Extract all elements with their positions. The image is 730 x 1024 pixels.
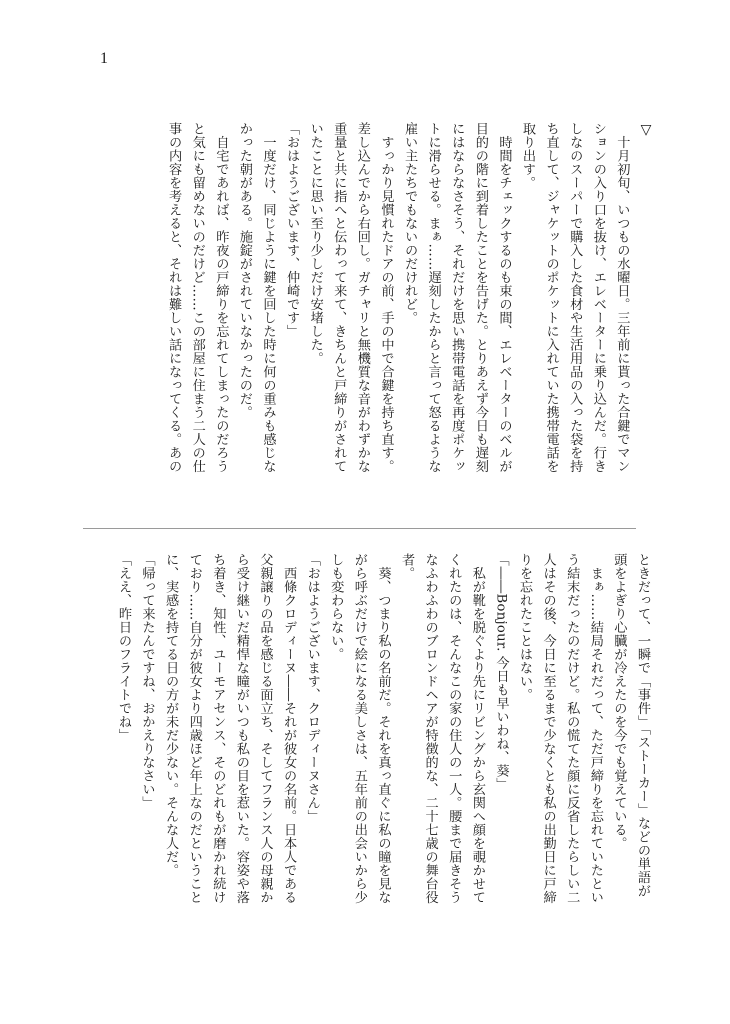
text-line: すっかり見慣れたドアの前、手の中で合鍵を持ち直す。	[378, 122, 394, 473]
text-line: 重量と共に指へと伝わって来て、きちんと戸締りがされて	[331, 122, 347, 473]
text-line: 「おはようございます、仲崎です」	[284, 122, 300, 338]
text-line: 「帰って来たんですね、おかえりなさい」	[139, 553, 155, 810]
text-line: にはならなさそう、それだけを思い携帯電話を再度ポケッ	[449, 122, 465, 473]
text-line: ションの入り口を抜け、エレベーターに乗り込んだ。行き	[590, 122, 606, 473]
text-line: 頭をよぎり心臓が冷えたのを今でも覚えている。	[611, 553, 627, 850]
text-line: に、実感を持てる日の方が未だ少ない。そんな人だ。	[163, 553, 179, 877]
text-line: いたことに思い至り少しだけ安堵した。	[307, 122, 323, 365]
text-line: 西條クロディーヌ――それが彼女の名前。日本人である	[281, 553, 297, 904]
text-line: 自宅であれば、昨夜の戸締りを忘れてしまったのだろう	[213, 122, 229, 473]
text-line: と気にも留めないのだけど……この部屋に住まう二人の仕	[189, 122, 205, 473]
text-line: ており……自分が彼女より四歳ほど年上なのだということ	[186, 553, 202, 904]
text-line: 取り出す。	[520, 122, 536, 190]
text-line: しなのスーパーで購入した食材や生活用品の入った袋を持	[567, 122, 583, 473]
text-line: 「――Bonjour. 今日も早いわね、葵」	[493, 553, 509, 792]
text-line: 事の内容を考えると、それは難しい話になってくる。あの	[166, 122, 182, 473]
text-column-top	[82, 122, 657, 500]
text-line: 者。	[399, 553, 415, 580]
text-line: くれたのは、そんなこの家の住人の一人。腰まで届きそう	[446, 553, 462, 904]
text-line: かった朝がある。施錠がされていなかったのだ。	[236, 122, 252, 419]
text-line: まぁ……結局それだって、ただ戸締りを忘れていたとい	[587, 553, 603, 904]
page-number: 1	[100, 50, 108, 67]
text-line: 十月初旬、いつもの水曜日。三年前に貰った合鍵でマン	[614, 122, 630, 473]
page-divider	[83, 528, 636, 529]
text-line: りを忘れたことはない。	[517, 553, 533, 702]
text-line: 私が靴を脱ぐより先にリビングから玄関へ顔を覗かせて	[469, 553, 485, 904]
text-line: 父親譲りの品を感じる面立ち、そしてフランス人の母親か	[257, 553, 273, 904]
section-marker: ▽	[638, 122, 654, 139]
text-line: トに滑らせる。まぁ……遅刻したからと言って怒るような	[425, 122, 441, 473]
text-line: なふわふわのブロンドヘアが特徴的な、二十七歳の舞台役	[422, 553, 438, 904]
text-line: 「ええ、昨日のフライトでね」	[115, 553, 131, 742]
text-line: 「おはようございます、クロディーヌさん」	[304, 553, 320, 823]
text-line: う結末だったのだけど。私の慌てた顔に反省したらしい二	[564, 553, 580, 904]
text-line: ち直して、ジャケットのポケットに入れていた携帯電話を	[543, 122, 559, 473]
text-line: がら呼ぶだけで絵になる美しさは、五年前の出会いから少	[351, 553, 367, 904]
text-line: 葵、つまり私の名前だ。それを真っ直ぐに私の瞳を見な	[375, 553, 391, 904]
text-line: 時間をチェックするのも束の間、エレベーターのベルが	[496, 122, 512, 473]
text-line: ち着き、知性、ユーモアセンス、そのどれもが磨かれ続け	[210, 553, 226, 904]
text-column-bottom	[79, 553, 654, 931]
text-line: 雇い主たちでもないのだけれど。	[402, 122, 418, 325]
text-line: 人はその後、今日に至るまで少なくとも私の出勤日に戸締	[540, 553, 556, 904]
text-line: 一度だけ、同じように鍵を回した時に何の重みも感じな	[260, 122, 276, 473]
text-line: 目的の階に到着したことを告げた。とりあえず今日も遅刻	[472, 122, 488, 473]
text-line: ときだって、一瞬で「事件」「ストーカー」などの単語が	[635, 553, 650, 898]
text-line: 差し込んでから右回し。ガチャリと無機質な音がわずかな	[354, 122, 370, 473]
text-line: しも変わらない。	[328, 553, 344, 661]
text-line: ら受け継いだ精悍な瞳がいつも私の目を惹いた。容姿や落	[233, 553, 249, 904]
